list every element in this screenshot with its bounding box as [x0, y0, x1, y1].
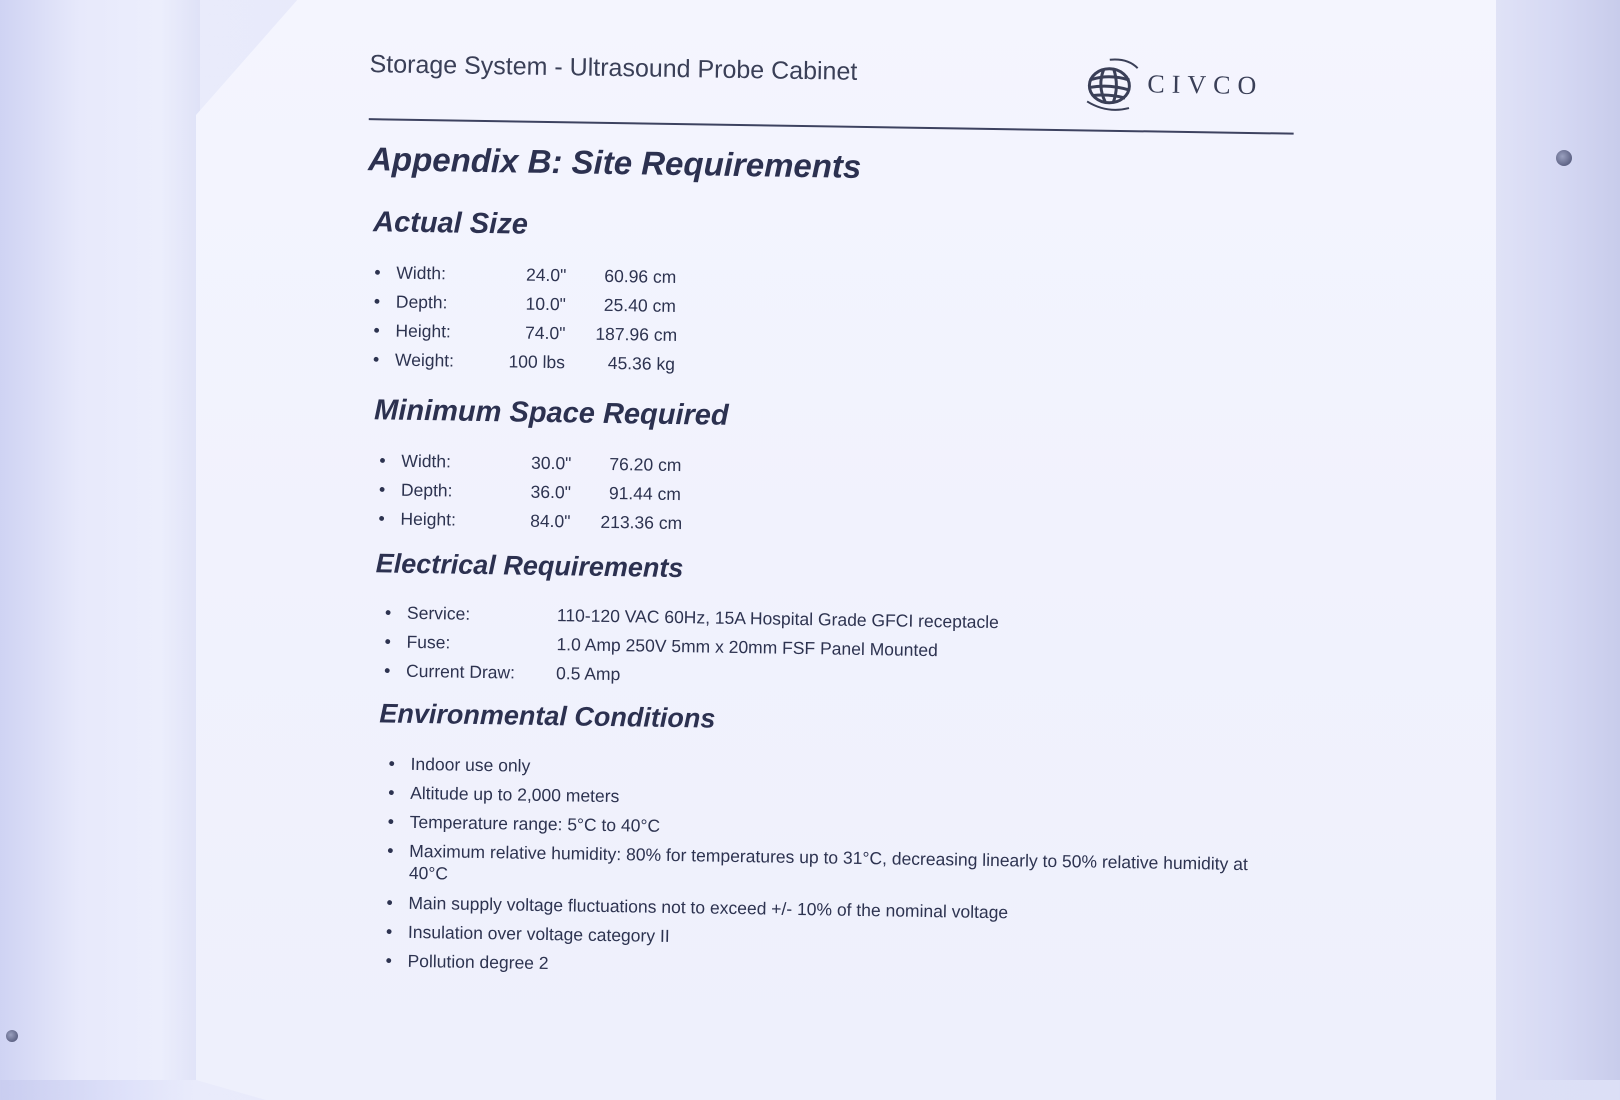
- list-item: • Pollution degree 2: [407, 950, 1247, 992]
- list-item: • Altitude up to 2,000 meters: [410, 782, 1250, 824]
- section-title-actual-size: Actual Size: [373, 206, 528, 241]
- actual-size-list: [395, 263, 397, 379]
- minimum-space-list: [400, 451, 401, 538]
- header-divider: [369, 118, 1294, 135]
- section-title-minimum-space: Minimum Space Required: [374, 394, 729, 433]
- document-page: [344, 40, 1310, 1055]
- list-item: • Maximum relative humidity: 80% for temperatures up to 31°C, decreasing linearly to 50% relative humidity at 40°C: [409, 840, 1250, 905]
- list-item: • Main supply voltage fluctuations not to exceed +/- 10% of the nominal voltage: [408, 892, 1248, 934]
- logo-wordmark: CIVCO: [1147, 69, 1263, 101]
- civco-logo: [1079, 51, 1290, 118]
- appendix-title: Appendix B: Site Requirements: [368, 140, 862, 186]
- screw-icon: [1556, 150, 1572, 166]
- list-item: • Indoor use only: [410, 753, 1250, 795]
- section-title-environmental: Environmental Conditions: [379, 698, 715, 734]
- screw-icon: [6, 1030, 18, 1042]
- environmental-list: [407, 753, 1250, 992]
- background-left-panel: [0, 0, 200, 1080]
- list-item: • Temperature range: 5°C to 40°C: [409, 811, 1249, 853]
- electrical-list: [406, 603, 407, 690]
- list-item: • Insulation over voltage category II: [408, 921, 1248, 963]
- document-header-title: Storage System - Ultrasound Probe Cabinet: [369, 50, 857, 87]
- globe-logo-icon: [1079, 53, 1144, 114]
- section-title-electrical: Electrical Requirements: [376, 548, 684, 584]
